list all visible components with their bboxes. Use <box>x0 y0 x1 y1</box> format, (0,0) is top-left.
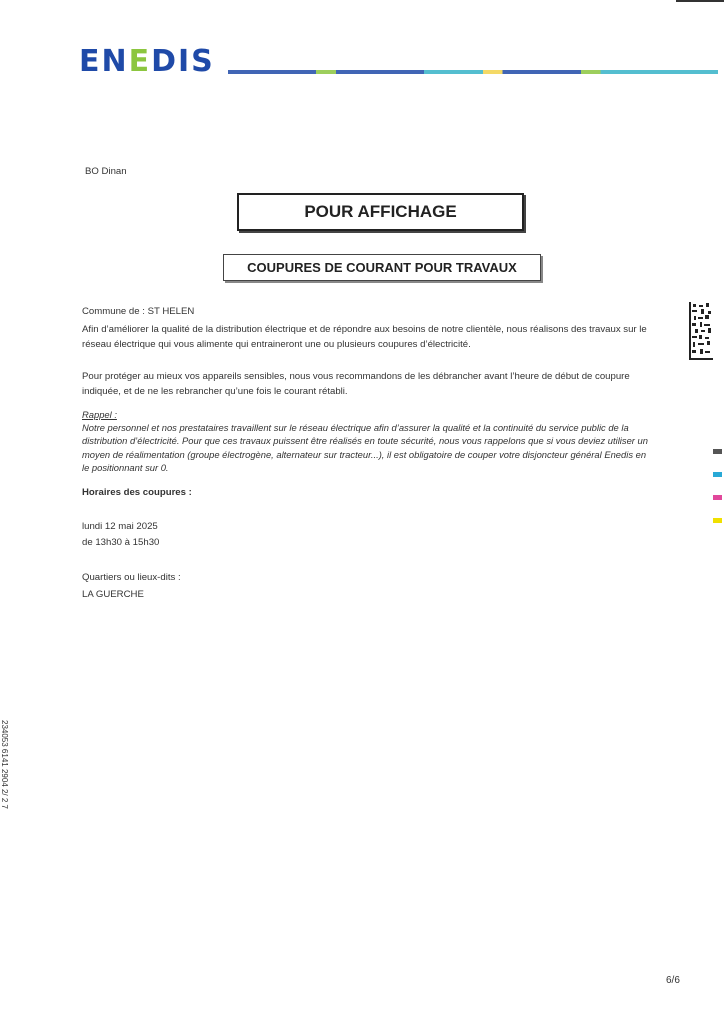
outage-hours: de 13h30 à 15h30 <box>82 537 160 548</box>
rappel-text: Notre personnel et nos prestataires travaillent sur le réseau électrique afin d’assurer la qualité et la continuité du service public de la distribution d’électricité. Pour que ces travaux puissent être réalisés en toute sécurité, nous vous rappelons que si vous deviez utiliser un moyen de réalimentation (groupe électrogène, alternateur sur tracteur...), il est obligatoire de couper votre disjoncteur général Enedis en le positionnant sur 0. <box>82 422 648 473</box>
print-mark-yellow <box>713 518 722 523</box>
rappel-block <box>82 408 654 474</box>
header-rule <box>228 70 718 74</box>
print-mark-black <box>713 449 722 454</box>
rappel-title: Rappel : <box>82 409 117 420</box>
print-mark-cyan <box>713 472 722 477</box>
quartiers-label: Quartiers ou lieux-dits : <box>82 572 181 583</box>
subtitle-box: COUPURES DE COURANT POUR TRAVAUX <box>223 254 541 281</box>
outage-date: lundi 12 mai 2025 <box>82 521 158 532</box>
title-box: POUR AFFICHAGE <box>237 193 524 231</box>
scan-mark-top <box>676 0 724 2</box>
print-mark-magenta <box>713 495 722 500</box>
datamatrix-code <box>689 302 713 360</box>
quartiers-value: LA GUERCHE <box>82 589 144 600</box>
enedis-logo: ENEDIS <box>79 44 215 79</box>
paragraph-intro: Afin d’améliorer la qualité de la distribution électrique et de répondre aux besoins de notre clientèle, nous réalisons des travaux sur le réseau électrique qui vous alimente qui entraineront une ou plusieurs coupures d’électricité. <box>82 324 647 350</box>
side-reference-code: 234053 6141 2904 2/ 2 7 <box>0 720 9 809</box>
horaires-title: Horaires des coupures : <box>82 487 192 498</box>
sender-office: BO Dinan <box>85 166 127 177</box>
commune-line: Commune de : ST HELEN <box>82 306 195 317</box>
paragraph-protection: Pour protéger au mieux vos appareils sensibles, nous vous recommandons de les débrancher avant l’heure de début de coupure indiquée, et de ne les rebrancher qu’une fois le courant rétabli. <box>82 371 630 397</box>
page-number: 6/6 <box>666 975 680 986</box>
